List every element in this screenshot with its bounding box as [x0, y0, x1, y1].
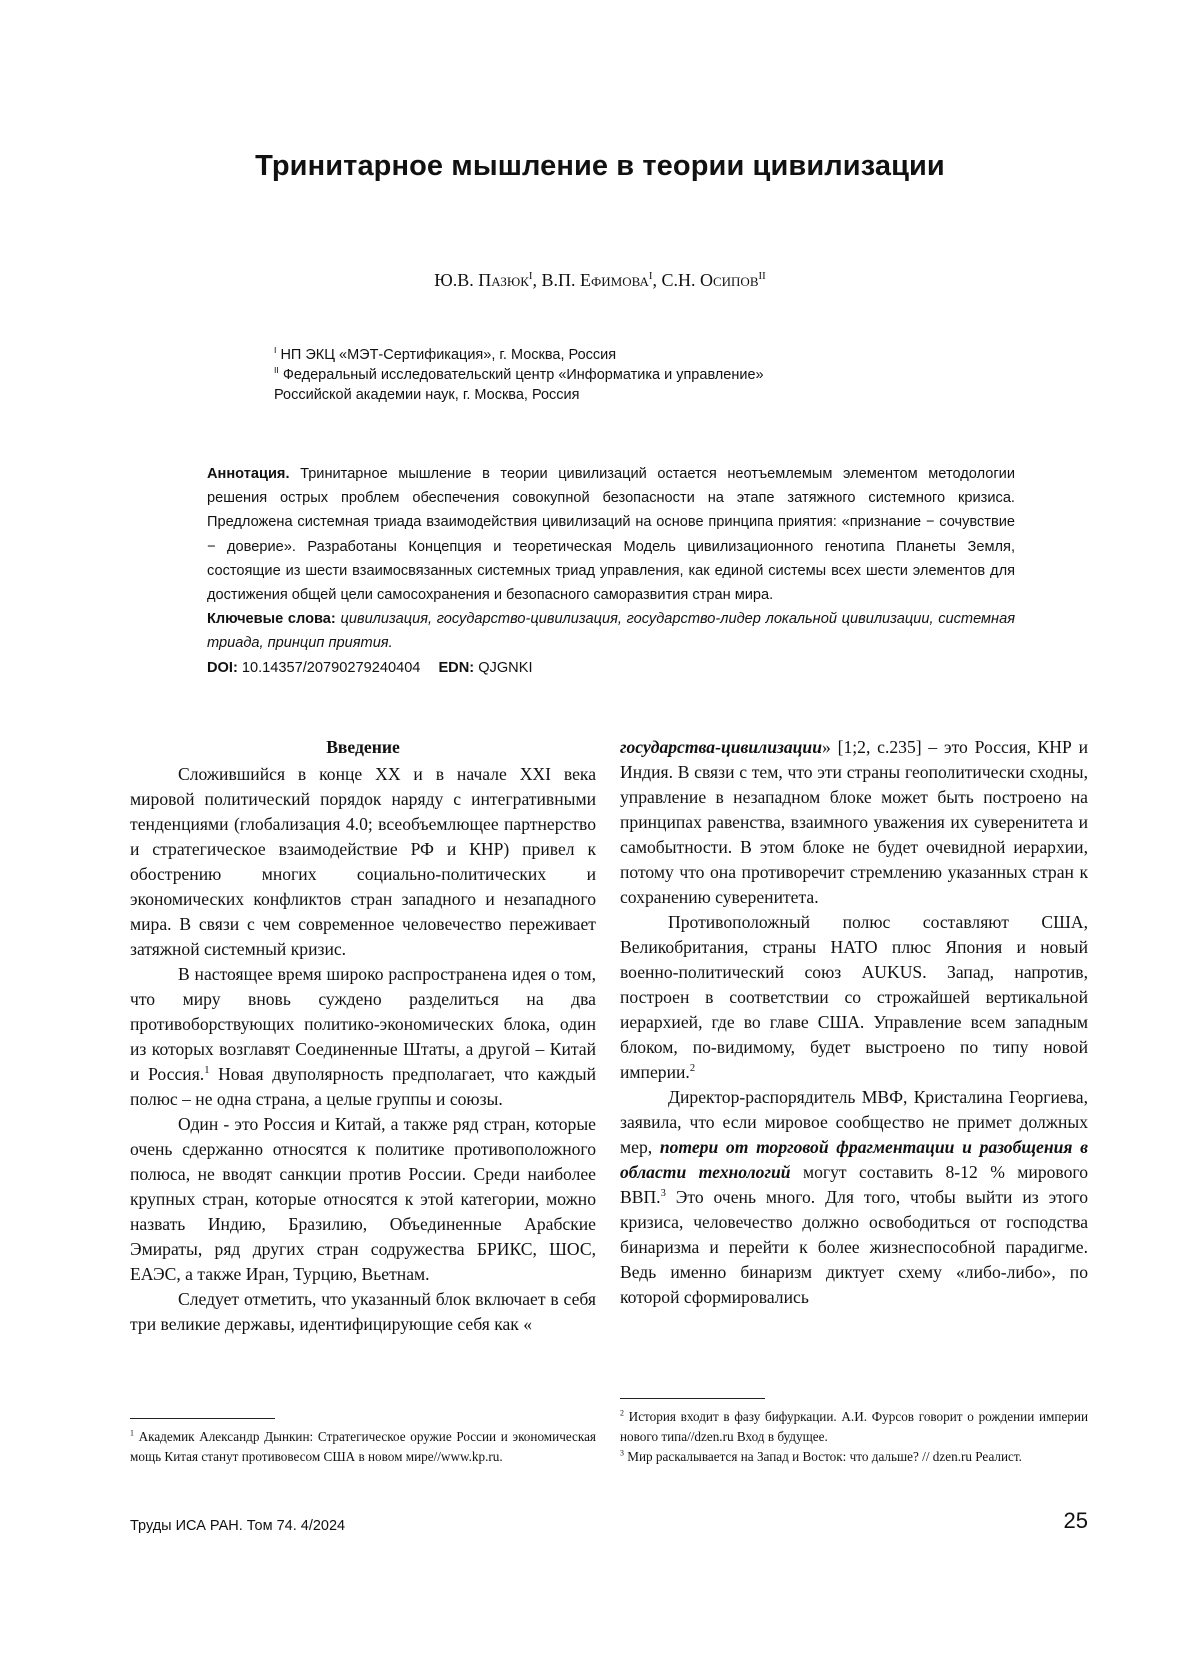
- doi-link[interactable]: 10.14357/20790279240404: [241, 659, 421, 676]
- journal-footer: Труды ИСА РАН. Том 74. 4/2024: [130, 1518, 346, 1534]
- section-heading: Введение: [326, 737, 400, 757]
- footnote-ref[interactable]: 1: [204, 1065, 210, 1077]
- affiliation-mark: II: [758, 270, 766, 282]
- paragraph-text: » [1;2, с.235] – это Россия, КНР и Индия. В связи с тем, что эти страны геополитически сходны, управление в незападном блоке может быть построено на принципах равенства, взаимного уважения их суверенитета и самобытности. В этом блоке не будет очевидной иерархии, потому что она противоречит стремлению указанных стран к сохранению суверенитета.: [620, 737, 1088, 907]
- affiliations: [274, 345, 1034, 405]
- doi-label: DOI:: [207, 659, 238, 676]
- paragraph-text: могут составить 8-12 % мирового ВВП.: [620, 1162, 1088, 1207]
- paragraph: [620, 1085, 1088, 1310]
- affiliation-mark: I: [648, 270, 653, 282]
- left-column: [130, 735, 596, 1337]
- footnote-ref[interactable]: 3: [660, 1188, 666, 1200]
- author-name: С.Н. Осипов: [661, 270, 759, 290]
- author-name: Ю.В. Пазюк: [434, 270, 529, 290]
- affiliation-text: Федеральный исследовательский центр «Информатика и управление»: [282, 367, 764, 383]
- emphasis-text: государства-цивилизации: [620, 737, 822, 757]
- keywords-label: Ключевые слова:: [207, 611, 336, 628]
- footnote-ref[interactable]: 2: [689, 1063, 696, 1075]
- emphasis-text: потери от торговой фрагментации и разобщения в области технологий: [620, 1137, 1088, 1182]
- footnote-text: История входит в фазу бифуркации. А.И. Фурсов говорит о рождении империи нового типа//dzen.ru Вход в будущее.: [620, 1409, 1089, 1444]
- edn-value: QJGNKI: [478, 659, 533, 676]
- paragraph: Сложившийся в конце XX и в начале XXI века мировой политический порядок наряду с интегративными тенденциями (глобализация 4.0; всеобъемлющее партнерство и стратегическое взаимодействие РФ и КНР) привел к обострению многих социально-политических и экономических конфликтов стран западного и незападного мира. В связи с чем современное человечество переживает затяжной системный кризис.: [130, 764, 596, 959]
- page-number: 25: [1063, 1508, 1088, 1533]
- keywords-text: цивилизация, государство-цивилизация, государство-лидер локальной цивилизации, системная триада, принцип приятия.: [207, 611, 1015, 652]
- affiliation: [274, 385, 1034, 405]
- affiliation-mark: I: [528, 270, 533, 282]
- footnote-text: Академик Александр Дынкин: Стратегическое оружие России и экономическая мощь Китая станут противовесом США в новом мире//www.kp.ru.: [130, 1429, 596, 1464]
- paragraph: [620, 910, 1088, 1085]
- affiliation: [274, 345, 1034, 365]
- abstract-label: Аннотация.: [207, 466, 290, 482]
- footnote-divider: [620, 1398, 765, 1399]
- paragraph: Один - это Россия и Китай, а также ряд стран, которые очень сдержанно относятся к политике противоположного полюса, не вводят санкции против России. Среди наиболее крупных стран, которые относятся к этой категории, можно назвать Индию, Бразилию, Объединенные Арабские Эмираты, ряд других стран содружества БРИКС, ШОС, ЕАЭС, а также Иран, Турцию, Вьетнам.: [130, 1114, 596, 1284]
- affiliation-mark: I: [274, 345, 277, 356]
- footnote: [620, 1447, 1088, 1467]
- paragraph-text: Директор-распорядитель МВФ, Кристалина Георгиева, заявила, что если мировое сообщество не примет должных мер,: [620, 1087, 1088, 1157]
- author-name: В.П. Ефимова: [541, 270, 649, 290]
- paragraph-text: В настоящее время широко распространена идея о том, что миру вновь суждено разделиться на два противоборствующих политико-экономических блока, один из которых возглавят Соединенные Штаты, а другой – Китай и Россия.: [130, 964, 596, 1084]
- abstract: [207, 462, 1015, 607]
- footnote: [620, 1407, 1088, 1447]
- paragraph-text: Противоположный полюс составляют США, Великобритания, страны НАТО плюс Япония и новый военно-политический союз AUKUS. Запад, напротив, построен в соответствии со строжайшей вертикальной иерархией, где во главе США. Управление всем западным блоком, по-видимому, будет выстроено по типу новой империи.: [620, 912, 1088, 1082]
- footnote-text: Мир раскалывается на Запад и Восток: что дальше? // dzen.ru Реалист.: [627, 1449, 1022, 1464]
- identifiers: [207, 656, 1015, 680]
- footnote-mark: 2: [620, 1408, 624, 1418]
- paragraph-text: Это очень много. Для того, чтобы выйти из этого кризиса, человечество должно освободиться от господства бинаризма и перейти к более жизнеспособной парадигме. Ведь именно бинаризм диктует схему «либо-либо», по которой сформировались: [620, 1187, 1088, 1307]
- keywords: [207, 607, 1015, 655]
- affiliation-text: НП ЭКЦ «МЭТ-Сертификация», г. Москва, Россия: [280, 347, 617, 363]
- affiliation-mark: II: [274, 365, 279, 376]
- author-list: Ю.В. Пазюк$^I$, В.П. Ефимова$^I$, С.Н. Осипов$^{II}$: [434, 270, 766, 290]
- paragraph: [130, 962, 596, 1112]
- affiliation-text: Российской академии наук, г. Москва, Россия: [274, 387, 580, 403]
- edn-label: EDN:: [438, 659, 475, 676]
- footnotes-right: [620, 1407, 1088, 1467]
- affiliation: [274, 365, 1034, 385]
- footnotes-left: [130, 1427, 596, 1467]
- abstract-block: [207, 462, 1015, 680]
- abstract-text: Тринитарное мышление в теории цивилизаций остается неотъемлемым элементом методологии решения острых проблем обеспечения совокупной безопасности на этапе затяжного системного кризиса. Предложена системная триада взаимодействия цивилизаций на основе принципа приятия: «признание − сочувствие − доверие». Разработаны Концепция и теоретическая Модель цивилизационного генотипа Планеты Земля, состоящие из шести взаимосвязанных системных триад управления, как единой системы всех шести элементов для достижения общей цели самосохранения и безопасного саморазвития стран мира.: [207, 466, 1015, 604]
- footnote-mark: 3: [620, 1448, 624, 1458]
- footnote-mark: 1: [130, 1428, 134, 1438]
- footnote-divider: [130, 1418, 275, 1419]
- paragraph: Следует отметить, что указанный блок включает в себя три великие державы, идентифицирующие себя как «: [130, 1289, 596, 1334]
- paragraph-text: Новая двуполярность предполагает, что каждый полюс – не одна страна, а целые группы и союзы.: [130, 1064, 596, 1109]
- paper-title: Тринитарное мышление в теории цивилизации: [255, 150, 945, 182]
- paragraph: [620, 735, 1088, 910]
- footnote: [130, 1427, 596, 1467]
- right-column: [620, 735, 1088, 1310]
